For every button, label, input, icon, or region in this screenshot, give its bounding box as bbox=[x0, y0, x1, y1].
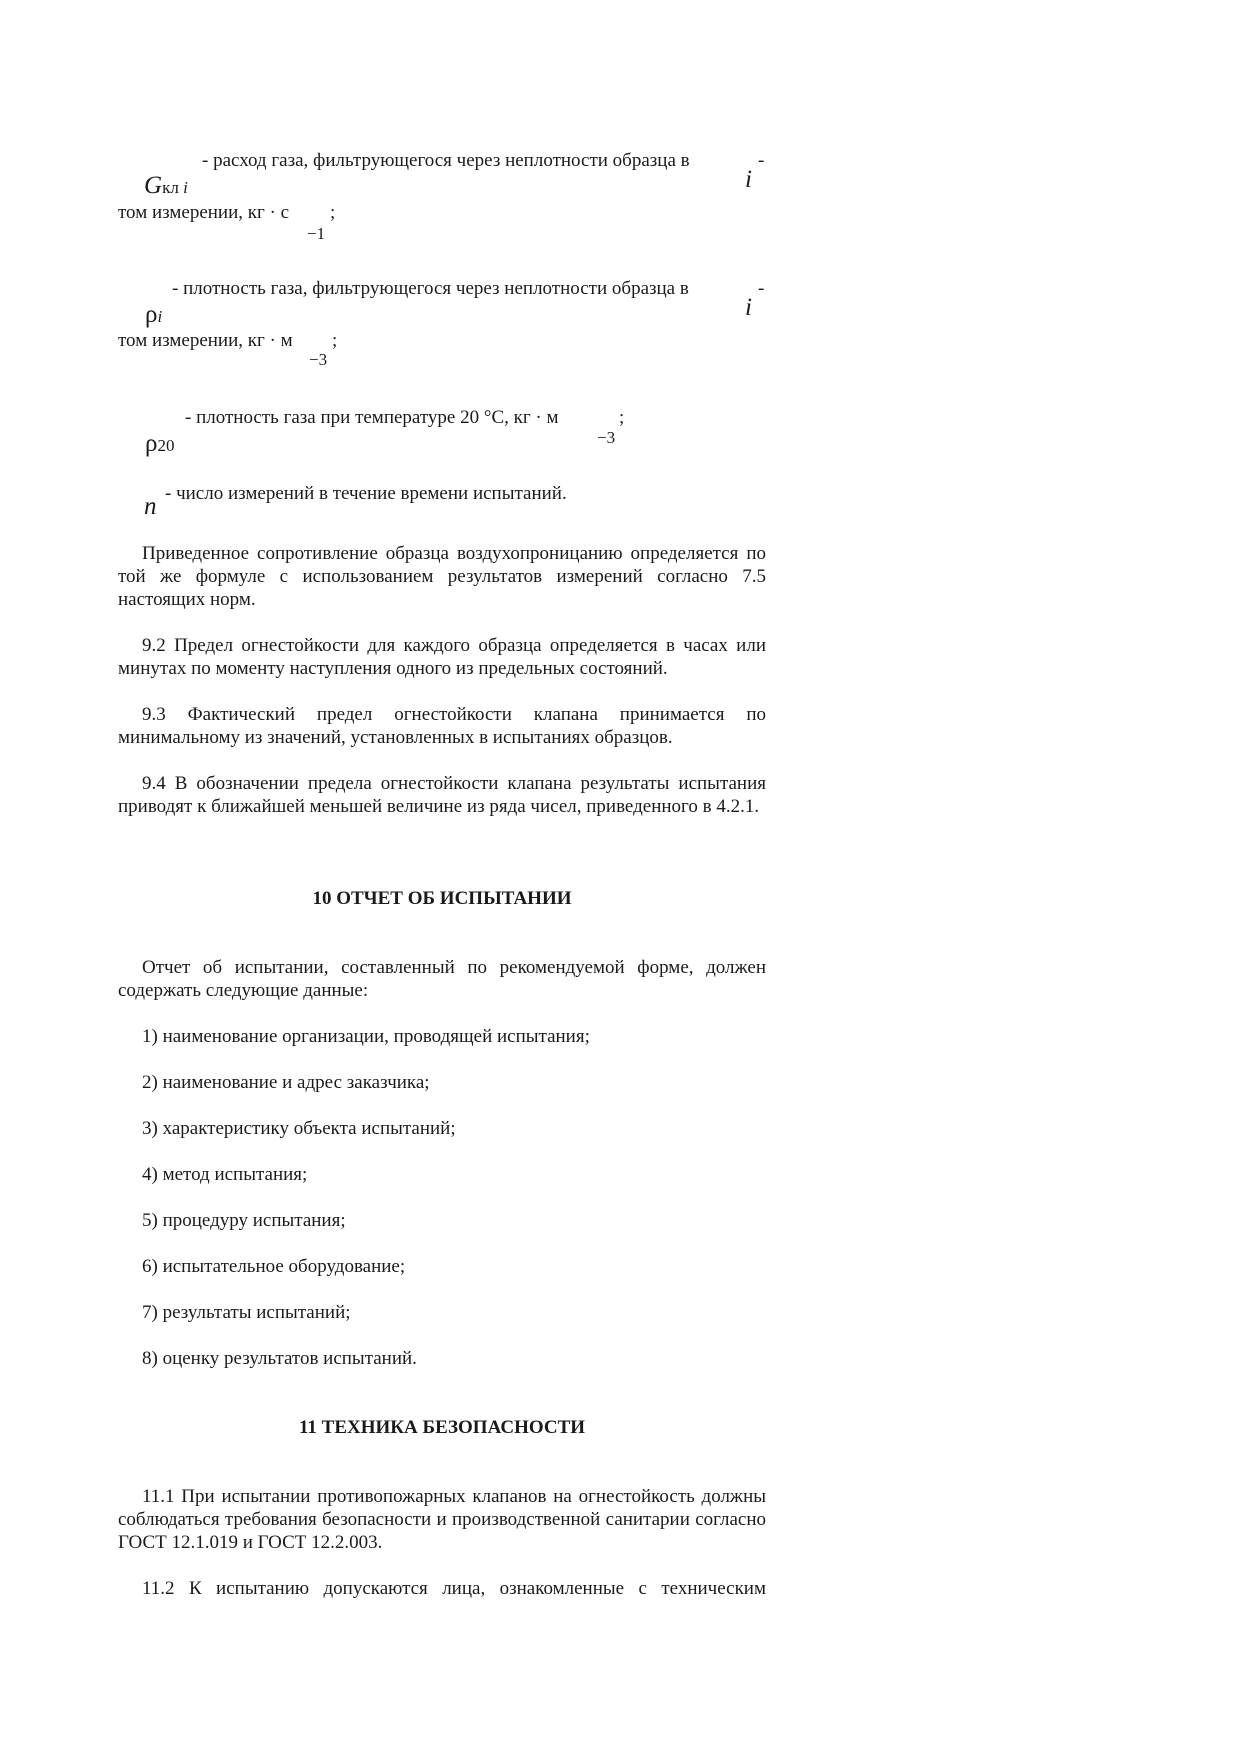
section-10-heading: 10 ОТЧЕТ ОБ ИСПЫТАНИИ bbox=[312, 888, 572, 909]
paragraph-9-4: 9.4 В обозначении предела огнестойкости клапана результаты испытания приводят к ближайшей меньшей величине из ряда чисел, приведенного в 4.2.1. bbox=[118, 773, 766, 817]
definition-3-end: ; bbox=[619, 407, 625, 428]
definition-1-text: - расход газа, фильтрующегося через неплотности образца в bbox=[202, 150, 690, 171]
definition-3-text: - плотность газа при температуре 20 °С, кг · м bbox=[185, 407, 559, 428]
definition-2-index: i bbox=[745, 294, 752, 321]
paragraph-9-3: 9.3 Фактический предел огнестойкости клапана принимается по минимальному из значений, установленных в испытаниях образцов. bbox=[118, 704, 766, 748]
definition-2-end: ; bbox=[332, 330, 338, 351]
paragraph-11-1: 11.1 При испытании противопожарных клапанов на огнестойкость должны соблюдаться требования безопасности и производственной санитарии согласно ГОСТ 12.1.019 и ГОСТ 12.2.003. bbox=[118, 1486, 766, 1553]
paragraph-11-2: 11.2 К испытанию допускаются лица, ознакомленные с техническим bbox=[142, 1578, 766, 1599]
definition-1-index: i bbox=[745, 166, 752, 193]
list-item: 6) испытательное оборудование; bbox=[142, 1256, 406, 1277]
definition-2-dash: - bbox=[758, 278, 765, 299]
definition-4-text: - число измерений в течение времени испытаний. bbox=[165, 483, 567, 504]
paragraph-resistance: Приведенное сопротивление образца воздухопроницанию определяется по той же формуле с использованием результатов измерений согласно 7.5 настоящих норм. bbox=[118, 543, 766, 610]
definition-2-unit: том измерении, кг · м bbox=[118, 330, 293, 351]
definition-1-end: ; bbox=[330, 202, 336, 223]
list-item: 4) метод испытания; bbox=[142, 1164, 308, 1185]
definition-1-unit: том измерении, кг · с bbox=[118, 202, 290, 223]
list-item: 1) наименование организации, проводящей испытания; bbox=[142, 1026, 590, 1047]
symbol-n: n bbox=[144, 493, 157, 520]
paragraph-9-2: 9.2 Предел огнестойкости для каждого образца определяется в часах или минутах по моменту наступления одного из предельных состояний. bbox=[118, 635, 766, 679]
definition-2-exponent: −3 bbox=[309, 350, 328, 369]
list-item: 7) результаты испытаний; bbox=[142, 1302, 351, 1323]
section-10-intro: Отчет об испытании, составленный по рекомендуемой форме, должен содержать следующие данные: bbox=[118, 957, 766, 1001]
definition-2-text: - плотность газа, фильтрующегося через неплотности образца в bbox=[172, 278, 689, 299]
section-11-heading: 11 ТЕХНИКА БЕЗОПАСНОСТИ bbox=[298, 1417, 586, 1438]
symbol-g-kl-i: Gкл i bbox=[144, 172, 188, 199]
list-item: 5) процедуру испытания; bbox=[142, 1210, 346, 1231]
list-item: 8) оценку результатов испытаний. bbox=[142, 1348, 417, 1369]
symbol-rho-20: ρ20 bbox=[145, 430, 175, 457]
definition-3-exponent: −3 bbox=[597, 428, 616, 447]
definition-1-exponent: −1 bbox=[307, 224, 326, 243]
list-item: 3) характеристику объекта испытаний; bbox=[142, 1118, 456, 1139]
definition-1-dash: - bbox=[758, 150, 765, 171]
list-item: 2) наименование и адрес заказчика; bbox=[142, 1072, 430, 1093]
symbol-rho-i: ρi bbox=[145, 301, 163, 328]
